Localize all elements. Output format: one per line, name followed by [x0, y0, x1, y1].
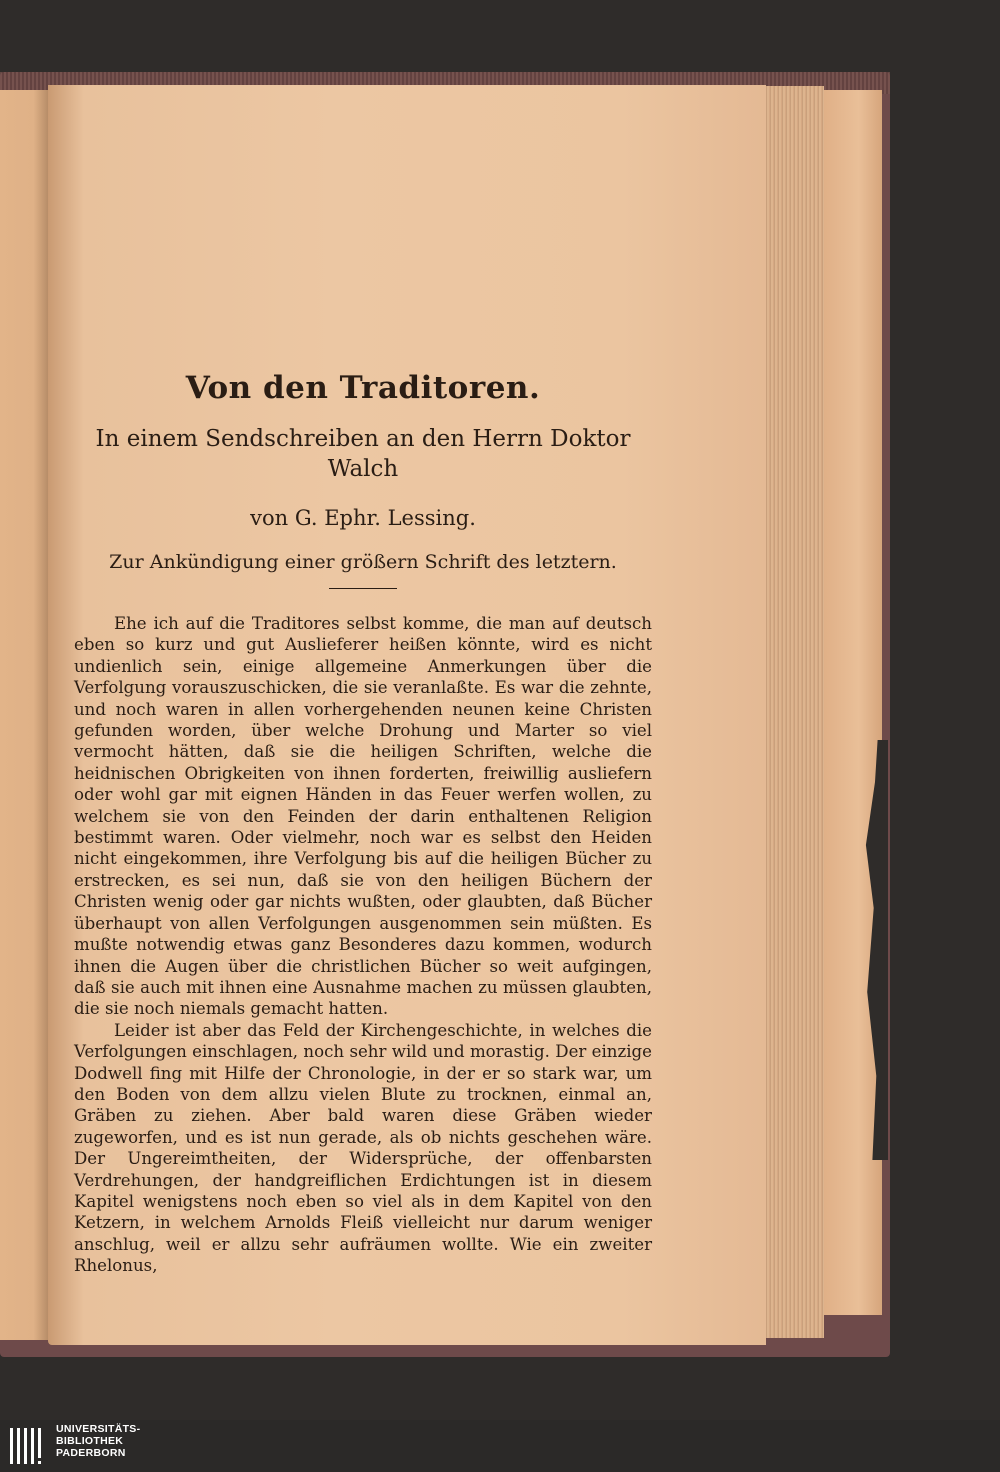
page-text — [74, 370, 652, 1277]
separator-rule — [329, 588, 397, 589]
author-byline: von G. Ephr. Lessing. — [250, 506, 476, 530]
logo-line-2: BIBLIOTHEK — [56, 1435, 124, 1447]
logo-line-3: PADERBORN — [56, 1447, 126, 1459]
left-page-edge — [0, 90, 48, 1340]
back-leaf — [824, 90, 882, 1315]
library-footer — [0, 1420, 1000, 1472]
announcement-note: Zur Ankündigung einer größern Schrift des letztern. — [109, 551, 617, 573]
library-logo-text — [56, 1423, 140, 1459]
page-block-edges — [766, 86, 824, 1338]
page-title: Von den Traditoren. — [185, 370, 541, 406]
logo-line-1: UNIVERSITÄTS- — [56, 1423, 141, 1435]
body-paragraph: Ehe ich auf die Traditores selbst komme, die man auf deutsch eben so kurz und gut Auslieferer heißen könnte, wird es nicht undienlich sein, einige allgemeine Anmerkungen über die Verfolgung vorauszuschicken, die sie veranlaßte. Es war die zehnte, und noch waren in allen vorhergehenden neunen keine Christen gefunden worden, über welche Drohung und Marter so viel vermocht hätten, daß sie die heiligen Schriften, welche die heidnischen Obrigkeiten von ihnen forderten, freiwillig ausliefern oder wohl gar mit eignen Händen in das Feuer werfen wollen, zu welchem sie von den Feinden der darin enthaltenen Religion bestimmt waren. Oder vielmehr, noch war es selbst den Heiden nicht eingekommen, ihre Verfolgung bis auf die heiligen Bücher zu erstrecken, es sei nun, daß sie von den heiligen Büchern der Christen wenig oder gar nichts wußten, oder glaubten, daß Bücher überhaupt von allen Verfolgungen ausgenommen sein müßten. Es mußte notwendig etwas ganz Besonderes dazu kommen, wodurch ihnen die Augen über die christlichen Bücher so weit aufgingen, daß sie auch mit ihnen eine Ausnahme machen zu müssen glaubten, die sie noch niemals gemacht hatten. — [74, 614, 652, 1019]
library-logo-icon — [8, 1424, 48, 1468]
body-paragraph: Leider ist aber das Feld der Kirchengeschichte, in welches die Verfolgungen einschlagen, noch sehr wild und morastig. Der einzige Dodwell fing mit Hilfe der Chronologie, in der er so stark war, um den Boden von dem allzu vielen Blute zu trocknen, einmal an, Gräben zu ziehen. Aber bald waren diese Gräben wieder zugeworfen, und es ist nun gerade, als ob nichts geschehen wäre. Der Ungereimtheiten, der Widersprüche, der offenbarsten Verdrehungen, der handgreiflichen Erdichtungen ist in diesem Kapitel wenigstens noch eben so viel als in dem Kapitel von den Ketzern, in welchem Arnolds Fleiß vielleicht nur darum weniger anschlug, weil er allzu sehr aufräumen wollte. Wie ein zweiter Rhelonus, — [74, 1020, 652, 1276]
page-subtitle: In einem Sendschreiben an den Herrn Doktor Walch — [95, 426, 631, 482]
